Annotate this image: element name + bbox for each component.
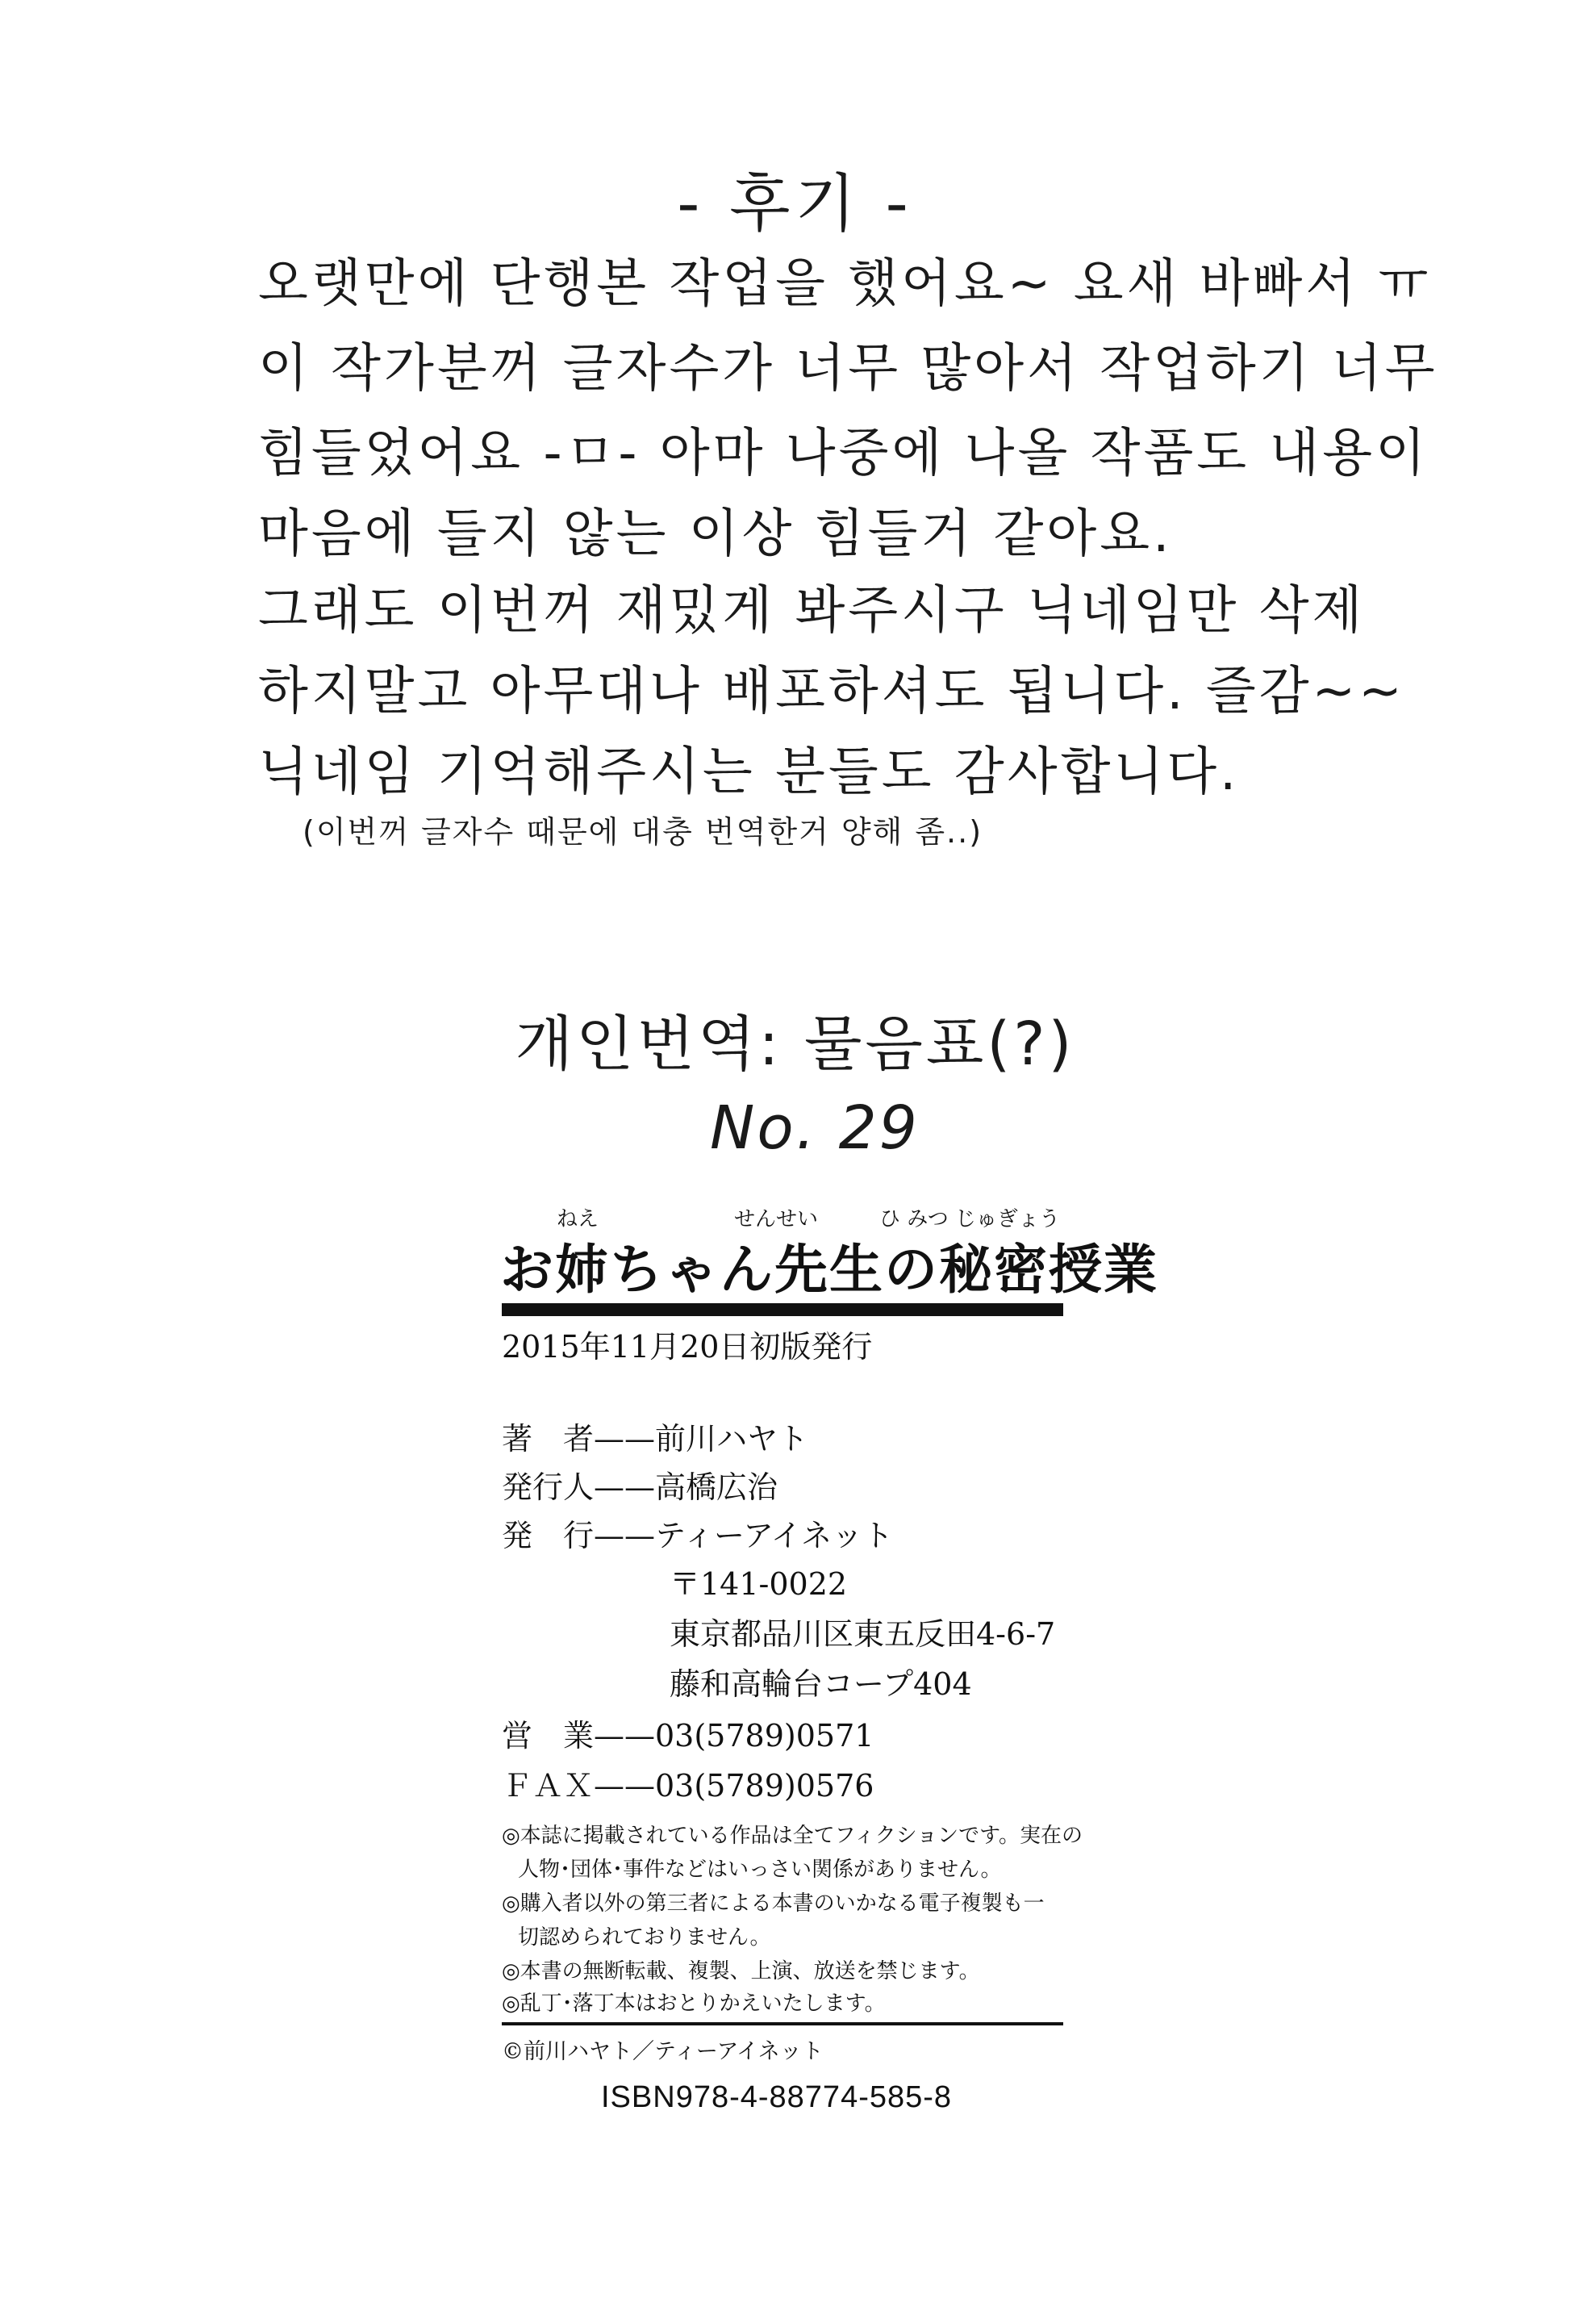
notice-line: ◎本誌に掲載されている作品は全てフィクションです。実在の [502,1824,1083,1848]
afterword-title: - 후기 - [677,168,913,240]
title-ruby-sensei: せんせい [734,1207,819,1231]
book-title: お姉ちゃん先生の秘密授業 [500,1238,1158,1301]
afterword-line: 그래도 이번꺼 재밌게 봐주시구 닉네임만 삭제 [258,581,1366,641]
afterword-line: 이 작가분꺼 글자수가 너무 많아서 작업하기 너무 [258,339,1438,399]
afterword-line: 힘들었어요 -ㅁ- 아마 나중에 나올 작품도 내용이 [258,424,1429,483]
publisher-address: 東京都品川区東五反田4-6-7 [670,1616,1056,1652]
afterword-footnote: (이번꺼 글자수 때문에 대충 번역한거 양해 좀..) [303,814,983,850]
notice-line: ◎本書の無断転載、複製、上演、放送を禁じます。 [502,1959,980,1983]
publication-date: 2015年11月20日初版発行 [502,1329,873,1365]
title-ruby-nee: ねえ [557,1207,599,1231]
title-ruby-himitsu-jugyou: ひ みつ じゅぎょう [879,1207,1061,1231]
afterword-line: 하지말고 아무대나 배포하셔도 됩니다. 즐감~~ [258,662,1405,721]
copyright-line: ©前川ハヤト／ティーアイネット [502,2039,824,2064]
credit-publisher: 発 行——ティーアイネット [502,1518,894,1553]
title-rule-divider [502,1303,1063,1316]
sales-phone: 営 業——03(5789)0571 [502,1718,874,1753]
notice-line: ◎購入者以外の第三者による本書のいかなる電子複製も一 [502,1891,1045,1916]
credit-author: 著 者——前川ハヤト [502,1421,809,1457]
notice-line: 切認められておりません。 [518,1925,771,1950]
afterword-line: 오랫만에 단행본 작업을 했어요~ 요새 바빠서 ㅠ [258,254,1432,314]
isbn-number: ISBN978-4-88774-585-8 [601,2080,953,2114]
notice-line: 人物･団体･事件などはいっさい関係がありません。 [518,1858,1002,1882]
notice-line: ◎乱丁･落丁本はおとりかえいたします。 [502,1992,886,2016]
afterword-line: 닉네임 기억해주시는 분들도 감사합니다. [258,742,1240,802]
afterword-line: 마음에 들지 않는 이상 힘들거 같아요. [258,504,1173,564]
publisher-building: 藤和高輪台コープ404 [670,1666,972,1702]
translator-credit: 개인번역: 물음표(?) [515,1009,1075,1079]
issue-number: No. 29 [710,1093,920,1163]
bottom-rule-divider [502,2022,1063,2025]
publisher-postal-code: 〒141-0022 [670,1566,848,1602]
credit-issuer: 発行人——高橋広治 [502,1469,778,1505]
fax-number: ＦＡＸ——03(5789)0576 [502,1768,874,1804]
